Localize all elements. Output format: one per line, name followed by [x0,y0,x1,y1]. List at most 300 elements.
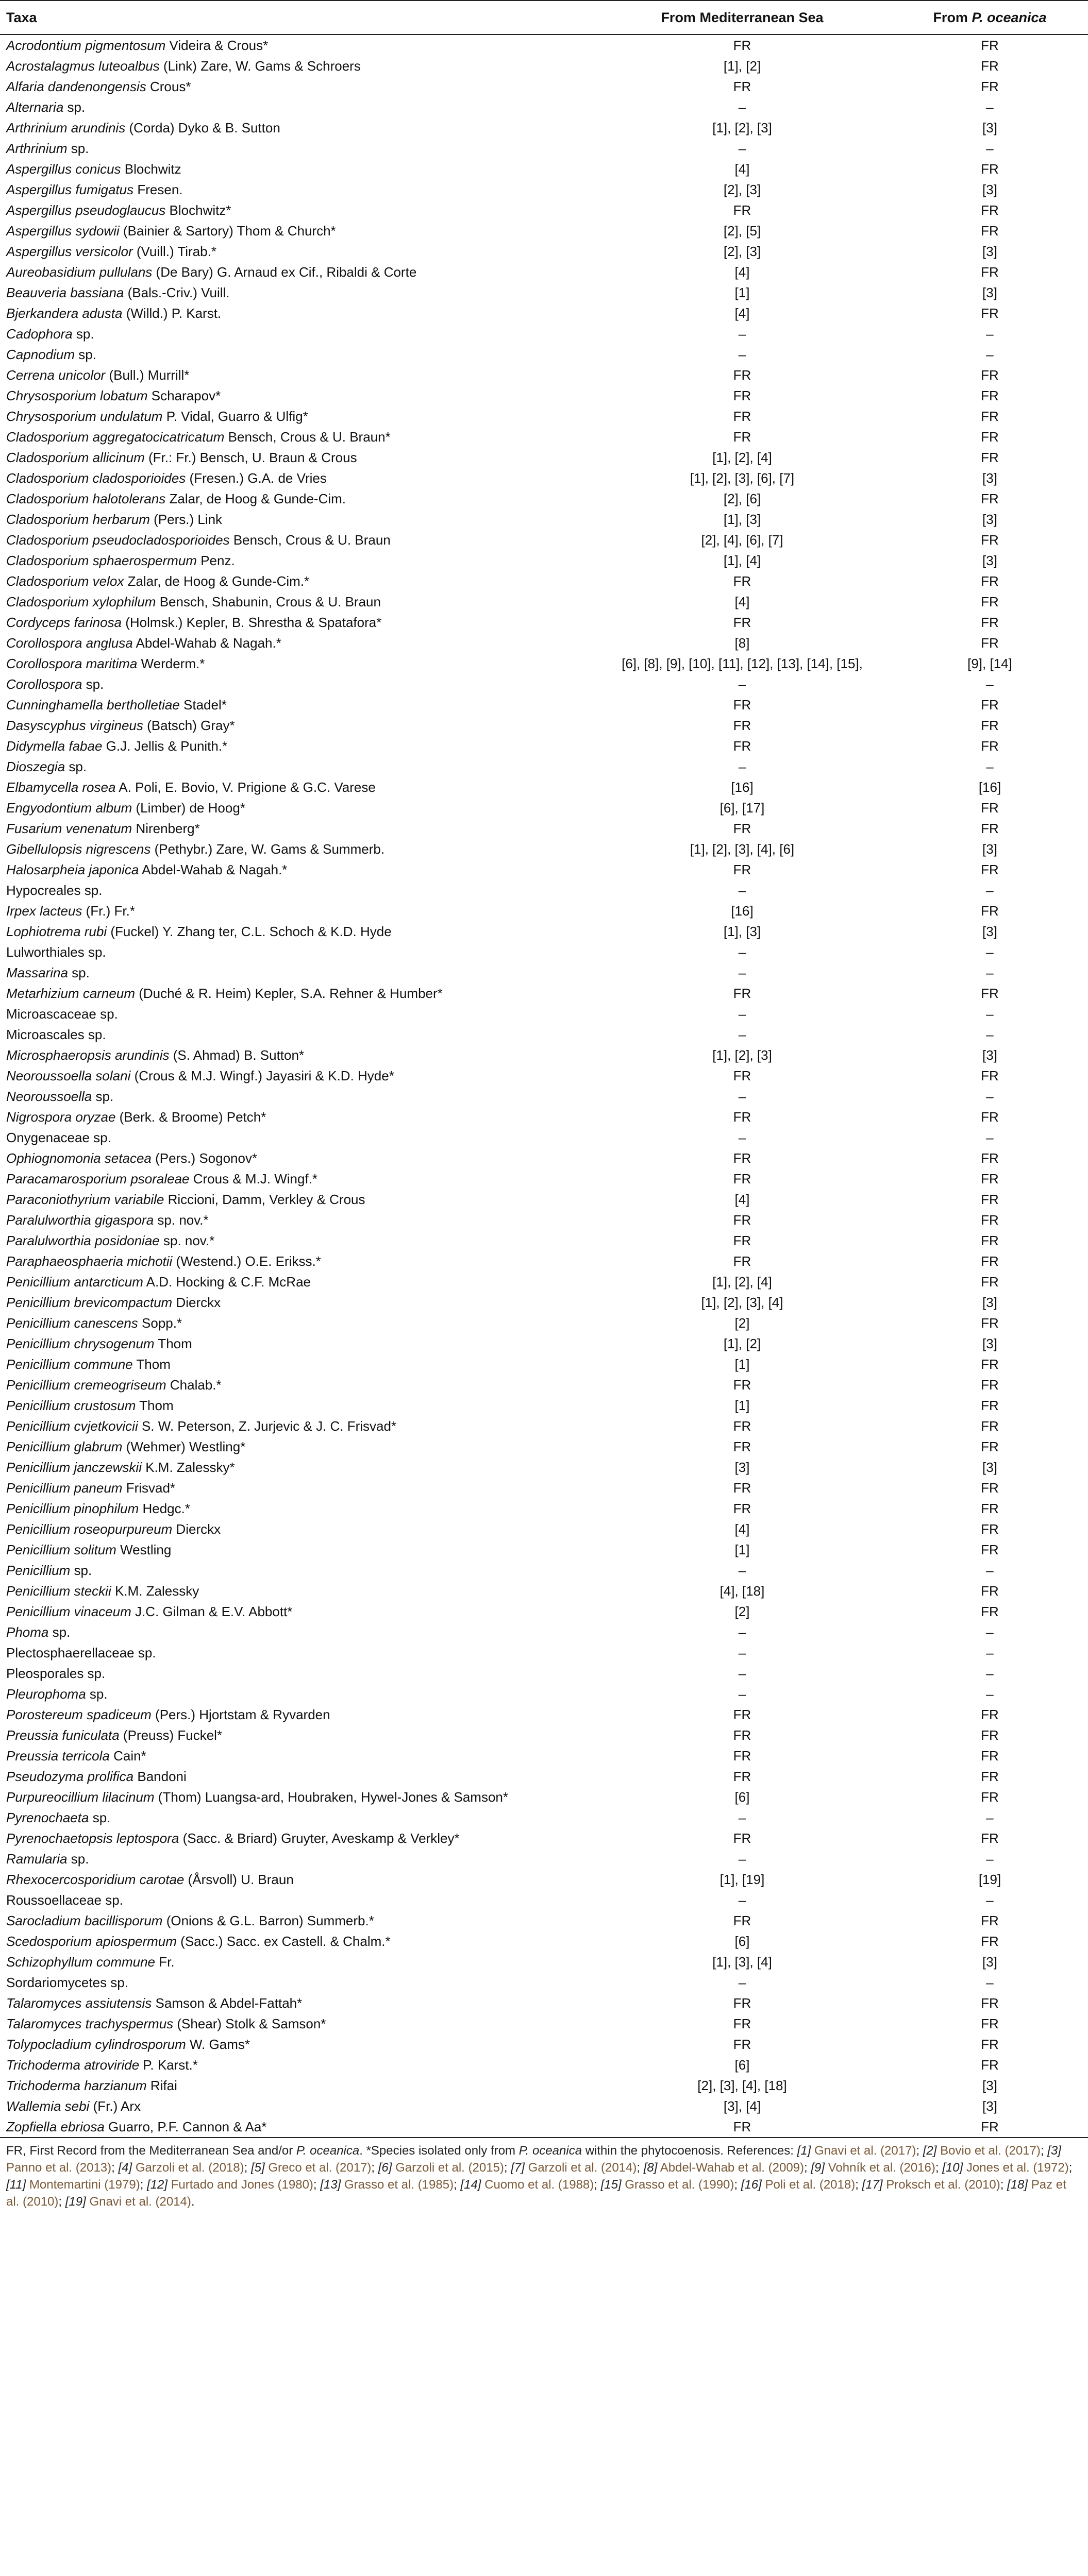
p-oceanica-cell: FR [981,1748,999,1764]
reference-number: [5] [250,2161,265,2175]
p-oceanica-cell: FR [981,718,999,733]
taxon-name: Penicillium glabrum [6,1439,123,1454]
taxon-name: Penicillium chrysogenum [6,1336,155,1351]
taxon-authority: Crous* [150,79,191,94]
taxon-authority: (Bull.) Murrill* [109,367,190,383]
taxon-name: Cladosporium velox [6,573,124,589]
mediterranean-cell: FR [733,1995,751,2011]
table-row [0,1230,1088,1251]
table-row [0,653,1088,674]
taxon-name: Talaromyces assiutensis [6,1995,152,2011]
taxon-name: Neoroussoella [6,1089,92,1104]
taxon-name: Aspergillus versicolor [6,244,133,259]
taxon-name: Penicillium vinaceum [6,1604,131,1619]
mediterranean-cell: – [738,1130,746,1145]
table-row [0,1436,1088,1457]
mediterranean-cell: FR [733,1748,751,1764]
reference-citation[interactable]: Grasso et al. (1990) [625,2178,734,2192]
mediterranean-cell: [16] [731,779,754,795]
taxon-authority: (Link) Zare, W. Gams & Schroers [163,58,361,74]
table-row [0,1210,1088,1230]
taxon-name: Cordyceps farinosa [6,615,122,630]
p-oceanica-cell: FR [981,1398,999,1413]
header-taxa: Taxa [0,1,593,35]
reference-number: [14] [460,2178,481,2192]
reference-number: [19] [65,2195,86,2209]
taxa-cell [0,880,593,901]
mediterranean-cell: [1], [4] [723,553,761,568]
taxon-authority: Frisvad* [126,1480,176,1496]
taxa-cell [0,1704,593,1725]
mediterranean-cell: FR [733,409,751,424]
p-oceanica-cell: FR [981,1439,999,1454]
taxa-cell [0,1024,593,1045]
taxon-authority: sp. [69,759,87,774]
reference-citation[interactable]: Greco et al. (2017) [268,2161,372,2175]
table-row [0,97,1088,117]
table-row [0,385,1088,406]
taxon-name: Pyrenochaetopsis leptospora [6,1831,179,1846]
table-row [0,1622,1088,1642]
taxon-name: Nigrospora oryzae [6,1109,116,1125]
mediterranean-cell: – [738,1975,746,1990]
table-row [0,818,1088,839]
taxon-name: Penicillium roseopurpureum [6,1521,173,1537]
taxa-cell [0,35,593,56]
reference-citation[interactable]: Garzoli et al. (2014) [528,2161,637,2175]
p-oceanica-cell: FR [981,594,999,609]
mediterranean-cell: [1], [3] [723,512,761,527]
taxon-authority: Onygenaceae sp. [6,1130,111,1145]
reference-number: [13] [320,2178,341,2192]
p-oceanica-cell: FR [981,1604,999,1619]
p-oceanica-cell: – [986,347,994,362]
taxon-authority: sp. [76,326,94,342]
taxon-name: Ramularia [6,1851,68,1867]
p-oceanica-cell: FR [981,532,999,548]
taxa-cell [0,756,593,777]
reference-number: [16] [741,2178,762,2192]
p-oceanica-cell: FR [981,1480,999,1496]
mediterranean-cell: FR [733,1212,751,1228]
reference-citation[interactable]: Proksch et al. (2010) [886,2178,1000,2192]
table-row [0,1478,1088,1498]
taxon-name: Arthrinium [6,141,68,156]
p-oceanica-cell: FR [981,1501,999,1516]
reference-citation[interactable]: Garzoli et al. (2018) [135,2161,244,2175]
p-oceanica-cell: FR [981,491,999,506]
table-row [0,1807,1088,1828]
table-row [0,509,1088,530]
taxon-authority: (Årsvoll) U. Braun [188,1872,294,1887]
taxa-cell [0,1622,593,1642]
p-oceanica-cell: FR [981,800,999,816]
taxa-cell [0,1065,593,1086]
taxon-name: Phoma [6,1624,49,1640]
p-oceanica-cell: FR [981,1233,999,1248]
taxon-name: Paraphaeosphaeria michotii [6,1253,173,1269]
taxa-cell [0,1601,593,1622]
mediterranean-cell: [2], [3], [4], [18] [697,2078,787,2093]
p-oceanica-cell: [3] [982,285,997,300]
p-oceanica-cell: FR [981,986,999,1001]
taxon-authority: A. Poli, E. Bovio, V. Prigione & G.C. Varese [119,779,376,795]
mediterranean-cell: – [738,759,746,774]
taxon-name: Penicillium solitum [6,1542,116,1557]
taxon-name: Penicillium [6,1563,71,1578]
footnote-lead: FR, First Record from the Mediterranean Sea and/or [6,2144,296,2158]
taxa-cell [0,674,593,694]
mediterranean-cell: [2], [3] [723,244,761,259]
mediterranean-cell: [4] [734,594,750,609]
reference-citation[interactable]: Furtado and Jones (1980) [171,2178,313,2192]
table-header [0,1,1088,35]
taxa-cell [0,2013,593,2034]
taxa-cell [0,1766,593,1787]
taxon-authority: (Pethybr.) Zare, W. Gams & Summerb. [154,841,385,857]
p-oceanica-cell: – [986,1686,994,1702]
reference-citation[interactable]: Gnavi et al. (2014) [89,2195,191,2209]
table-row [0,2096,1088,2116]
mediterranean-cell: FR [733,202,751,218]
taxon-authority: (Pers.) Sogonov* [155,1150,258,1166]
table-row [0,1725,1088,1745]
taxon-name: Penicillium paneum [6,1480,123,1496]
mediterranean-cell: – [738,326,746,342]
taxon-name: Alfaria dandenongensis [6,79,146,94]
taxa-cell [0,138,593,159]
table-row [0,1890,1088,1910]
reference-citation[interactable]: Grasso et al. (1985) [344,2178,454,2192]
reference-citation[interactable]: Montemartini (1979) [29,2178,140,2192]
taxa-cell [0,97,593,117]
taxon-authority: Bensch, Shabunin, Crous & U. Braun [159,594,381,609]
p-oceanica-cell: [3] [982,1047,997,1063]
taxa-cell [0,406,593,427]
table-row [0,2013,1088,2034]
p-oceanica-cell: FR [981,697,999,713]
taxon-authority: Penz. [200,553,235,568]
mediterranean-cell: – [738,1563,746,1578]
p-oceanica-cell: FR [981,1831,999,1846]
mediterranean-cell: – [738,1810,746,1825]
table-row [0,35,1088,56]
table-row [0,2055,1088,2075]
p-oceanica-cell: – [986,759,994,774]
taxon-authority: Fresen. [137,182,183,197]
table-row [0,1416,1088,1436]
taxon-authority: Cain* [113,1748,146,1764]
mediterranean-cell: [1] [734,1398,750,1413]
table-row [0,1910,1088,1931]
mediterranean-cell: FR [733,1233,751,1248]
footnote-tail: within the phytocoenosis. References: [582,2144,797,2158]
reference-number: [18] [1007,2178,1028,2192]
taxon-authority: Bandoni [137,1769,187,1784]
table-row [0,839,1088,859]
footnote-references: [1] Gnavi et al. (2017); [2] Bovio et al. (2017); [3] Panno et al. (2013); [4] Garzoli et al. (2018); [5] Greco et al. (2017); [6] Garzoli et al. (2015); [7] Garzoli et al. (2014); [8] Abdel-Wahab et al. (2009); [9] Vohník et al. (2016); [10] Jones et al. (1972); [11] Montemartini (1979); [12] Furtado and Jones (1980); [13] Grasso et al. (1985); [14] Cuomo et al. (1988); [15] Grasso et al. (1990); [16] Poli et al. (2018); [17] Proksch et al. (2010); [18] Paz et al. (2010); [19] Gnavi et al. (2014). [6,2144,1073,2209]
table-row [0,736,1088,756]
mediterranean-cell: [1], [2], [3] [712,120,772,135]
p-oceanica-cell: FR [981,1769,999,1784]
p-oceanica-cell: [3] [982,2098,997,2114]
taxon-authority: K.M. Zalessky [114,1583,199,1599]
mediterranean-cell: FR [733,1150,751,1166]
p-oceanica-cell: [3] [982,553,997,568]
p-oceanica-cell: FR [981,79,999,94]
p-oceanica-cell: FR [981,450,999,465]
footnote-mid: . *Species isolated only from [359,2144,519,2158]
mediterranean-cell: [1], [2], [3], [4], [6] [690,841,795,857]
p-oceanica-cell: FR [981,635,999,651]
p-oceanica-cell: – [986,1645,994,1660]
mediterranean-cell: FR [733,1418,751,1434]
mediterranean-cell: – [738,1666,746,1681]
table-row [0,1354,1088,1375]
taxa-cell [0,1498,593,1519]
reference-citation[interactable]: Paz et al. (2010) [6,2178,1066,2209]
mediterranean-cell: [2] [734,1315,750,1331]
mediterranean-cell: FR [733,821,751,836]
table-footnote [0,2138,1088,2210]
taxon-authority: Roussoellaceae sp. [6,1892,123,1908]
table-row [0,1560,1088,1581]
taxa-cell [0,962,593,983]
taxa-cell [0,1107,593,1127]
mediterranean-cell: [1], [2], [3] [712,1047,772,1063]
taxon-authority: (Berk. & Broome) Petch* [119,1109,266,1125]
table-row [0,633,1088,653]
taxon-authority: (Batsch) Gray* [147,718,235,733]
p-oceanica-cell: – [986,883,994,898]
taxon-authority: Sordariomycetes sp. [6,1975,128,1990]
table-row [0,962,1088,983]
table-row [0,56,1088,76]
taxa-cell [0,1148,593,1168]
table-row [0,1189,1088,1210]
taxa-cell [0,509,593,530]
reference-number: [6] [378,2161,392,2175]
taxon-authority: Blochwitz* [169,202,231,218]
mediterranean-cell: FR [733,79,751,94]
p-oceanica-cell: FR [981,1521,999,1537]
taxa-cell [0,56,593,76]
taxa-cell [0,1539,593,1560]
taxa-cell [0,1581,593,1601]
reference-citation[interactable]: Jones et al. (1972) [966,2161,1069,2175]
taxon-authority: (Bals.-Criv.) Vuill. [127,285,230,300]
taxon-authority: Chalab.* [170,1377,222,1393]
taxon-name: Trichoderma atroviride [6,2057,140,2073]
taxon-authority: sp. nov.* [157,1212,209,1228]
taxon-name: Capnodium [6,347,75,362]
taxa-cell [0,1560,593,1581]
mediterranean-cell: – [738,1645,746,1660]
mediterranean-cell: FR [733,429,751,445]
table-row [0,612,1088,633]
taxon-authority: sp. [71,141,89,156]
taxon-name: Alternaria [6,99,64,115]
taxa-cell [0,262,593,282]
p-oceanica-cell: FR [981,429,999,445]
mediterranean-cell: – [738,1892,746,1908]
p-oceanica-cell: FR [981,573,999,589]
p-oceanica-cell: FR [981,1583,999,1599]
taxa-cell [0,324,593,344]
table-row [0,303,1088,324]
taxon-name: Schizophyllum commune [6,1954,156,1970]
mediterranean-cell: – [738,141,746,156]
taxon-name: Didymella fabae [6,738,103,754]
taxa-cell [0,736,593,756]
taxon-authority: W. Gams* [190,2037,250,2052]
p-oceanica-cell: [3] [982,512,997,527]
reference-citation[interactable]: Cuomo et al. (1988) [484,2178,594,2192]
mediterranean-cell: [4] [734,264,750,280]
taxon-name: Preussia terricola [6,1748,110,1764]
taxa-cell [0,653,593,674]
p-oceanica-cell: FR [981,1171,999,1187]
reference-citation[interactable]: Bovio et al. (2017) [940,2144,1041,2158]
taxa-cell [0,715,593,736]
p-oceanica-cell: FR [981,2016,999,2031]
taxa-cell [0,921,593,942]
mediterranean-cell: FR [733,1439,751,1454]
taxon-name: Cerrena unicolor [6,367,106,383]
taxon-name: Penicillium commune [6,1357,133,1372]
mediterranean-cell: [2], [4], [6], [7] [701,532,783,548]
p-oceanica-cell: [3] [982,120,997,135]
table-row [0,798,1088,818]
taxon-authority: (Duché & R. Heim) Kepler, S.A. Rehner & Humber* [139,986,443,1001]
taxa-cell [0,859,593,880]
header-p-oceanica [892,1,1088,35]
taxa-cell [0,1395,593,1416]
taxon-authority: Werderm.* [141,656,205,671]
taxa-cell [0,1993,593,2013]
taxon-name: Penicillium cremeogriseum [6,1377,166,1393]
table-row [0,2075,1088,2096]
taxon-authority: (Fr.) Arx [93,2098,141,2114]
p-oceanica-cell: – [986,1975,994,1990]
table-row [0,1766,1088,1787]
taxa-cell [0,1354,593,1375]
taxon-authority: sp. [74,1563,92,1578]
reference-number: [2] [923,2144,937,2158]
taxa-cell [0,468,593,488]
taxa-cell [0,1745,593,1766]
table-row [0,1663,1088,1684]
taxa-cell [0,76,593,97]
reference-citation[interactable]: Panno et al. (2013) [6,2161,112,2175]
taxon-name: Gibellulopsis nigrescens [6,841,151,857]
taxa-cell [0,1168,593,1189]
taxa-cell [0,282,593,303]
reference-citation[interactable]: Vohník et al. (2016) [828,2161,935,2175]
table-row [0,1395,1088,1416]
taxon-name: Paralulworthia gigaspora [6,1212,154,1228]
mediterranean-cell: – [738,883,746,898]
taxa-cell [0,221,593,241]
p-oceanica-cell: FR [981,903,999,919]
taxon-authority: sp. [95,1089,114,1104]
taxon-authority: Scharapov* [151,388,221,403]
table-row [0,468,1088,488]
taxa-cell [0,942,593,962]
taxa-cell [0,901,593,921]
mediterranean-cell: [6] [734,1934,750,1949]
taxa-cell [0,1663,593,1684]
reference-number: [11] [6,2178,26,2192]
reference-citation[interactable]: Gnavi et al. (2017) [814,2144,916,2158]
taxon-authority: Thom [139,1398,174,1413]
taxon-name: Scedosporium apiospermum [6,1934,177,1949]
footnote-mid-italic: P. oceanica [518,2144,582,2158]
mediterranean-cell: FR [733,1831,751,1846]
table-row [0,76,1088,97]
table-row [0,942,1088,962]
p-oceanica-cell: FR [981,1212,999,1228]
taxa-cell [0,1519,593,1539]
taxon-authority: sp. [67,99,86,115]
mediterranean-cell: FR [733,1727,751,1743]
taxon-authority: Sopp.* [142,1315,182,1331]
taxon-authority: Stadel* [183,697,227,713]
taxon-name: Elbamycella rosea [6,779,116,795]
taxon-authority: Guarro, P.F. Cannon & Aa* [108,2119,267,2134]
reference-citation[interactable]: Poli et al. (2018) [765,2178,856,2192]
taxon-authority: Hypocreales sp. [6,883,103,898]
taxon-authority: P. Karst.* [143,2057,198,2073]
table-row [0,1601,1088,1622]
p-oceanica-cell: – [986,326,994,342]
table-row [0,2034,1088,2055]
table-row [0,1313,1088,1333]
taxon-name: Penicillium brevicompactum [6,1295,173,1310]
taxa-cell [0,818,593,839]
mediterranean-cell: – [738,99,746,115]
taxa-cell [0,1931,593,1952]
taxa-cell [0,447,593,468]
taxon-name: Arthrinium arundinis [6,120,126,135]
table-row [0,1849,1088,1869]
taxon-authority: Riccioni, Damm, Verkley & Crous [168,1192,365,1207]
taxa-cell [0,1292,593,1313]
table-row [0,530,1088,550]
p-oceanica-cell: – [986,1624,994,1640]
reference-citation[interactable]: Garzoli et al. (2015) [395,2161,504,2175]
p-oceanica-cell: FR [981,1068,999,1083]
table-row [0,324,1088,344]
taxon-name: Acrodontium pigmentosum [6,38,166,53]
p-oceanica-cell: FR [981,1150,999,1166]
taxa-cell [0,798,593,818]
table-row [0,694,1088,715]
mediterranean-cell: FR [733,697,751,713]
table-row [0,1704,1088,1725]
mediterranean-cell: [4] [734,161,750,177]
taxa-cell [0,530,593,550]
table-row [0,1952,1088,1972]
taxon-authority: S. W. Peterson, Z. Jurjevic & J. C. Frisvad* [141,1418,397,1434]
table-row [0,571,1088,591]
mediterranean-cell: [2], [3] [723,182,761,197]
taxon-name: Cladosporium aggregatocicatricatum [6,429,225,445]
taxon-name: Massarina [6,965,68,980]
reference-citation[interactable]: Abdel-Wahab et al. (2009) [660,2161,805,2175]
taxon-authority: (Westend.) O.E. Erikss.* [176,1253,321,1269]
mediterranean-cell: FR [733,738,751,754]
